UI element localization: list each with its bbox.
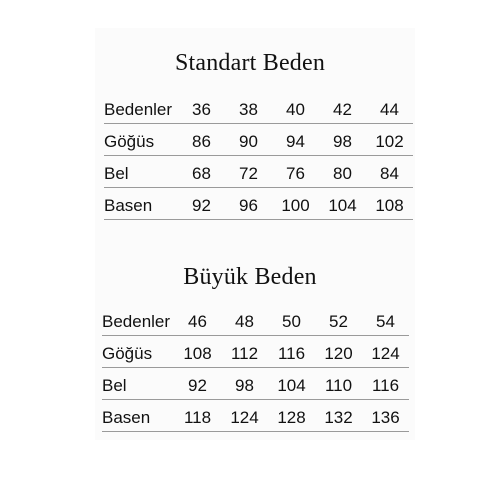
row-label: Bel xyxy=(104,164,129,183)
table-row xyxy=(102,400,409,432)
table-cell: 92 xyxy=(192,196,211,215)
table-cell: 118 xyxy=(183,408,212,427)
table-row xyxy=(104,188,413,220)
table-cell: 46 xyxy=(188,312,207,331)
table-cell: 128 xyxy=(277,408,306,427)
table-cell: 98 xyxy=(235,376,254,395)
table-row xyxy=(102,304,409,336)
table-cell: 104 xyxy=(328,196,357,215)
table-cell: 136 xyxy=(371,408,400,427)
standard-size-table xyxy=(104,92,413,220)
table-cell: 104 xyxy=(277,376,306,395)
table-cell: 80 xyxy=(333,164,352,183)
table-cell: 50 xyxy=(282,312,301,331)
table-cell: 84 xyxy=(380,164,399,183)
table-cell: 40 xyxy=(286,100,305,119)
table-cell: 38 xyxy=(239,100,258,119)
table-cell: 72 xyxy=(239,164,258,183)
table-cell: 96 xyxy=(239,196,258,215)
standard-size-title: Standart Beden xyxy=(174,50,326,76)
table-cell: 132 xyxy=(324,408,353,427)
row-label: Bedenler xyxy=(104,100,173,119)
table-cell: 108 xyxy=(183,344,212,363)
row-label: Göğüs xyxy=(104,132,155,151)
table-cell: 108 xyxy=(375,196,404,215)
row-label: Basen xyxy=(104,196,153,215)
table-cell: 68 xyxy=(192,164,211,183)
table-cell: 116 xyxy=(277,344,306,363)
table-cell: 112 xyxy=(230,344,259,363)
table-row xyxy=(104,156,413,188)
large-size-title: Büyük Beden xyxy=(183,264,317,290)
table-cell: 110 xyxy=(324,376,353,395)
table-cell: 44 xyxy=(380,100,399,119)
table-cell: 48 xyxy=(235,312,254,331)
table-cell: 98 xyxy=(333,132,352,151)
table-cell: 120 xyxy=(324,344,353,363)
large-size-table xyxy=(102,304,409,432)
table-cell: 76 xyxy=(286,164,305,183)
table-cell: 52 xyxy=(329,312,348,331)
row-label: Göğüs xyxy=(102,344,153,363)
table-cell: 42 xyxy=(333,100,352,119)
table-cell: 86 xyxy=(192,132,211,151)
table-cell: 92 xyxy=(188,376,207,395)
table-row xyxy=(102,368,409,400)
row-label: Basen xyxy=(102,408,151,427)
table-cell: 94 xyxy=(286,132,305,151)
table-cell: 102 xyxy=(375,132,404,151)
table-cell: 90 xyxy=(239,132,258,151)
table-cell: 124 xyxy=(371,344,400,363)
table-row xyxy=(102,336,409,368)
table-cell: 36 xyxy=(192,100,211,119)
table-row xyxy=(104,92,413,124)
table-row xyxy=(104,124,413,156)
table-cell: 54 xyxy=(376,312,395,331)
table-cell: 100 xyxy=(281,196,310,215)
row-label: Bedenler xyxy=(102,312,171,331)
table-cell: 124 xyxy=(230,408,259,427)
row-label: Bel xyxy=(102,376,127,395)
table-cell: 116 xyxy=(371,376,400,395)
